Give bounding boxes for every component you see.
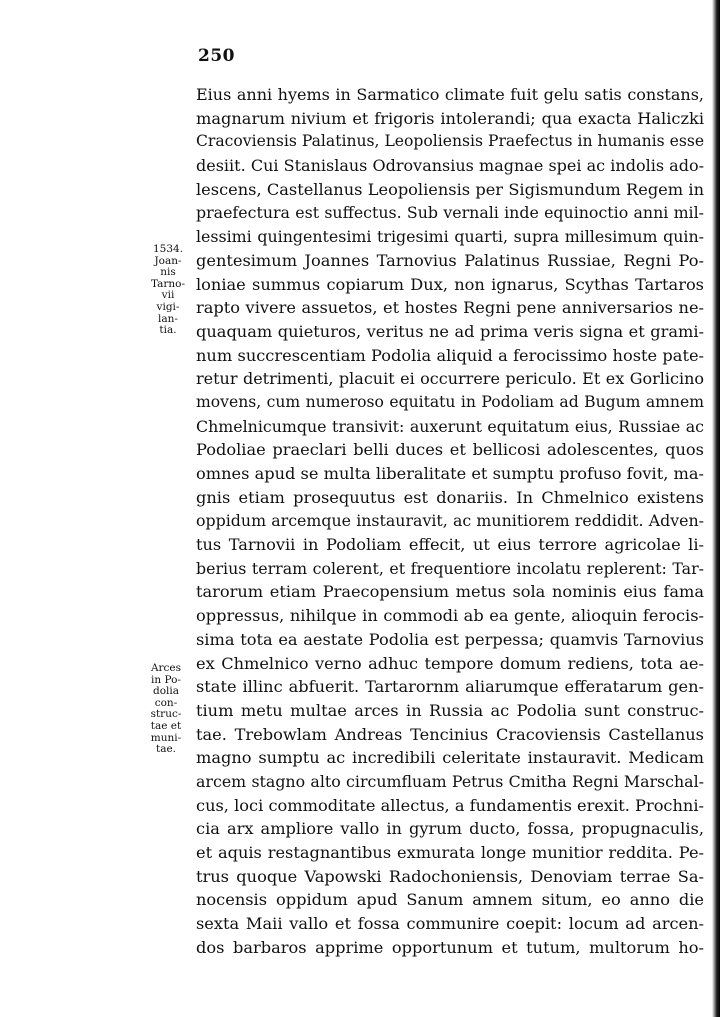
margin-note-line: vigi- (156, 300, 180, 313)
margin-note-line: tia. (159, 324, 177, 337)
text-line: arcem stagno alto circumfluam Petrus Cmitha Regni Marschal- (196, 771, 704, 791)
margin-note-line: muni- (150, 731, 182, 744)
text-line: praefectura est suffectus. Sub vernali inde equinoctio anni mil- (196, 203, 704, 223)
text-line: tae. Trebowlam Andreas Tencinius Cracoviensis Castellanus (196, 724, 704, 744)
text-line: berius terram colerent, et frequentiore incolatu replerent: Tar- (196, 558, 704, 578)
body-text (196, 83, 704, 959)
text-line: oppressus, nihilque in commodi ab ea gente, alioquin ferocis- (196, 606, 704, 626)
text-line: magno sumptu ac incredibili celeritate instauravit. Medicam (196, 748, 704, 768)
margin-note-line: struc- (150, 708, 182, 721)
text-line: dos barbaros apprime opportunum et tutum, multorum ho- (196, 937, 704, 957)
text-line: cia arx ampliore vallo in gyrum ducto, fossa, propugnaculis, (196, 819, 704, 839)
margin-note-line: Joan- (154, 254, 182, 267)
margin-note-line: Arces (150, 662, 182, 674)
text-line: gentesimum Joannes Tarnovius Palatinus Russiae, Regni Po- (196, 250, 704, 270)
text-line: cus, loci commoditate allectus, a fundamentis erexit. Prochni- (196, 795, 704, 815)
text-line: sexta Maii vallo et fossa communire coepit: locum ad arcen- (196, 914, 704, 934)
margin-note-line: dolia (152, 685, 180, 698)
text-line: tarorum etiam Praecopensium metus sola nominis eius fama (196, 582, 704, 602)
page-number: 250 (198, 46, 235, 66)
text-line: et aquis restagnantibus exmurata longe munitior reddita. Pe- (196, 843, 704, 862)
page-edge-shadow (712, 0, 720, 1017)
text-line: magnarum nivium et frigoris intolerandi; qua exacta Haliczki (196, 108, 704, 128)
text-line: gnis etiam prosequutus est donariis. In Chmelnico existens (196, 487, 704, 507)
text-line: oppidum arcemque instauravit, ac munitiorem reddidit. Adven- (196, 511, 704, 531)
text-line: Chmelnicumque transivit: auxerunt equitatum eius, Russiae ac (196, 416, 704, 436)
text-line: Eius anni hyems in Sarmatico climate fuit gelu satis constans, (196, 85, 704, 104)
text-line: rapto vivere assuetos, et hostes Regni pene anniversarios ne- (196, 298, 704, 318)
margin-note-fortresses (144, 663, 188, 756)
text-line: lessimi quingentesimi trigesimi quarti, supra millesimum quin- (196, 227, 704, 247)
text-line: lescens, Castellanus Leopoliensis per Sigismundum Regem in (196, 179, 704, 199)
text-line: state illinc abfuerit. Tartarornm aliarumque efferatarum gen- (196, 677, 704, 697)
text-line: tus Tarnovii in Podoliam effecit, ut eius terrore agricolae li- (196, 535, 704, 555)
text-line: retur detrimenti, placuit ei occurrere periculo. Et ex Gorlicino (196, 369, 704, 389)
margin-note-line: nis (160, 266, 176, 279)
margin-note-line: vii (161, 289, 175, 302)
text-line: Podoliae praeclari belli duces et bellicosi adolescentes, quos (196, 440, 704, 460)
text-line: trus quoque Vapowski Radochoniensis, Denoviam terrae Sa- (196, 866, 704, 886)
text-line: Cracoviensis Palatinus, Leopoliensis Praefectus in humanis esse (196, 132, 705, 151)
text-line: movens, cum numeroso equitatu in Podoliam ad Bugum amnem (196, 392, 704, 411)
margin-note-line: tae et (150, 719, 182, 732)
text-line: loniae summus copiarum Dux, non ignarus, Scythas Tartaros (196, 274, 704, 294)
margin-note-line: con- (154, 696, 178, 709)
text-line: ex Chmelnico verno adhuc tempore domum rediens, tota ae- (196, 653, 704, 673)
margin-note-line: tae. (155, 743, 177, 756)
margin-note-tarnovius-vigilance (146, 244, 190, 337)
margin-note-line: in Po- (151, 673, 181, 686)
text-line: tium metu multae arces in Russia ac Podolia sunt construc- (196, 700, 704, 720)
text-line: sima tota ea aestate Podolia est perpessa; quamvis Tarnovius (196, 629, 704, 649)
margin-note-line: 1534. (152, 243, 184, 255)
margin-note-line: Tarno- (150, 277, 186, 290)
text-line: desiit. Cui Stanislaus Odrovansius magnae spei ac indolis ado- (196, 156, 704, 176)
margin-note-line: lan- (158, 312, 178, 325)
text-line: omnes apud se multa liberalitate et sumptu profuso fovit, ma- (196, 464, 704, 483)
text-line: nocensis oppidum apud Sanum amnem situm, eo anno die (196, 890, 704, 910)
text-line: num succrescentiam Podolia aliquid a ferocissimo hoste pate- (196, 345, 704, 365)
text-line: quaquam quieturos, veritus ne ad prima veris signa et grami- (196, 321, 704, 341)
